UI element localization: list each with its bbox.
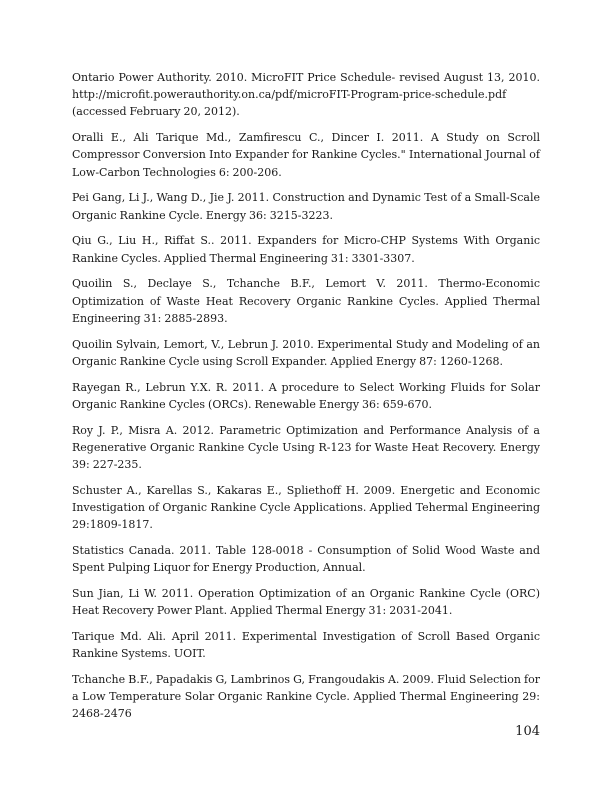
reference-entry: Roy J. P., Misra A. 2012. Parametric Optimization and Performance Analysis of a Regenerative Organic Rankine Cycle Using R-123 for Waste Heat Recovery. Energy 39: 227-235. (72, 423, 540, 472)
reference-entry: Quoilin S., Declaye S., Tchanche B.F., Lemort V. 2011. Thermo-Economic Optimization of Waste Heat Recovery Organic Rankine Cycles. Applied Thermal Engineering 31: 2885-2893. (72, 277, 540, 325)
reference-entry: Tarique Md. Ali. April 2011. Experimental Investigation of Scroll Based Organic Rankine Systems. UOIT. (72, 630, 540, 661)
reference-entry: Sun Jian, Li W. 2011. Operation Optimization of an Organic Rankine Cycle (ORC) Heat Recovery Power Plant. Applied Thermal Energy 31: 2031-2041. (72, 587, 540, 618)
reference-entry: Ontario Power Authority. 2010. MicroFIT Price Schedule- revised August 13, 2010. http://microfit.powerauthority.on.ca/pdf/microFIT-Program-price-schedule.pdf (accessed February 20, 2012). (72, 71, 540, 119)
page-number: 104 (515, 724, 540, 739)
reference-entry: Statistics Canada. 2011. Table 128-0018 - Consumption of Solid Wood Waste and Spent Pulping Liquor for Energy Production, Annual. (72, 544, 540, 575)
reference-entry: Rayegan R., Lebrun Y.X. R. 2011. A procedure to Select Working Fluids for Solar Organic Rankine Cycles (ORCs). Renewable Energy 36: 659-670. (72, 380, 540, 411)
reference-entry: Schuster A., Karellas S., Kakaras E., Spliethoff H. 2009. Energetic and Economic Investigation of Organic Rankine Cycle Applications. Applied Tehermal Engineering 29:1809-1817. (72, 483, 540, 532)
reference-list (72, 69, 540, 731)
reference-entry: Qiu G., Liu H., Riffat S.. 2011. Expanders for Micro-CHP Systems With Organic Rankine Cycles. Applied Thermal Engineering 31: 3301-3307. (72, 234, 540, 265)
reference-entry: Pei Gang, Li J., Wang D., Jie J. 2011. Construction and Dynamic Test of a Small-Scale Organic Rankine Cycle. Energy 36: 3215-3223. (72, 191, 540, 222)
reference-entry: Oralli E., Ali Tarique Md., Zamfirescu C., Dincer I. 2011. A Study on Scroll Compressor Conversion Into Expander for Rankine Cycles." International Journal of Low-Carbon Technologies 6: 200-206. (72, 131, 540, 179)
reference-entry: Quoilin Sylvain, Lemort, V., Lebrun J. 2010. Experimental Study and Modeling of an Organic Rankine Cycle using Scroll Expander. Applied Energy 87: 1260-1268. (72, 337, 540, 368)
reference-entry: Tchanche B.F., Papadakis G, Lambrinos G, Frangoudakis A. 2009. Fluid Selection for a Low Temperature Solar Organic Rankine Cycle. Applied Thermal Engineering 29: 2468-2476 (72, 673, 540, 721)
